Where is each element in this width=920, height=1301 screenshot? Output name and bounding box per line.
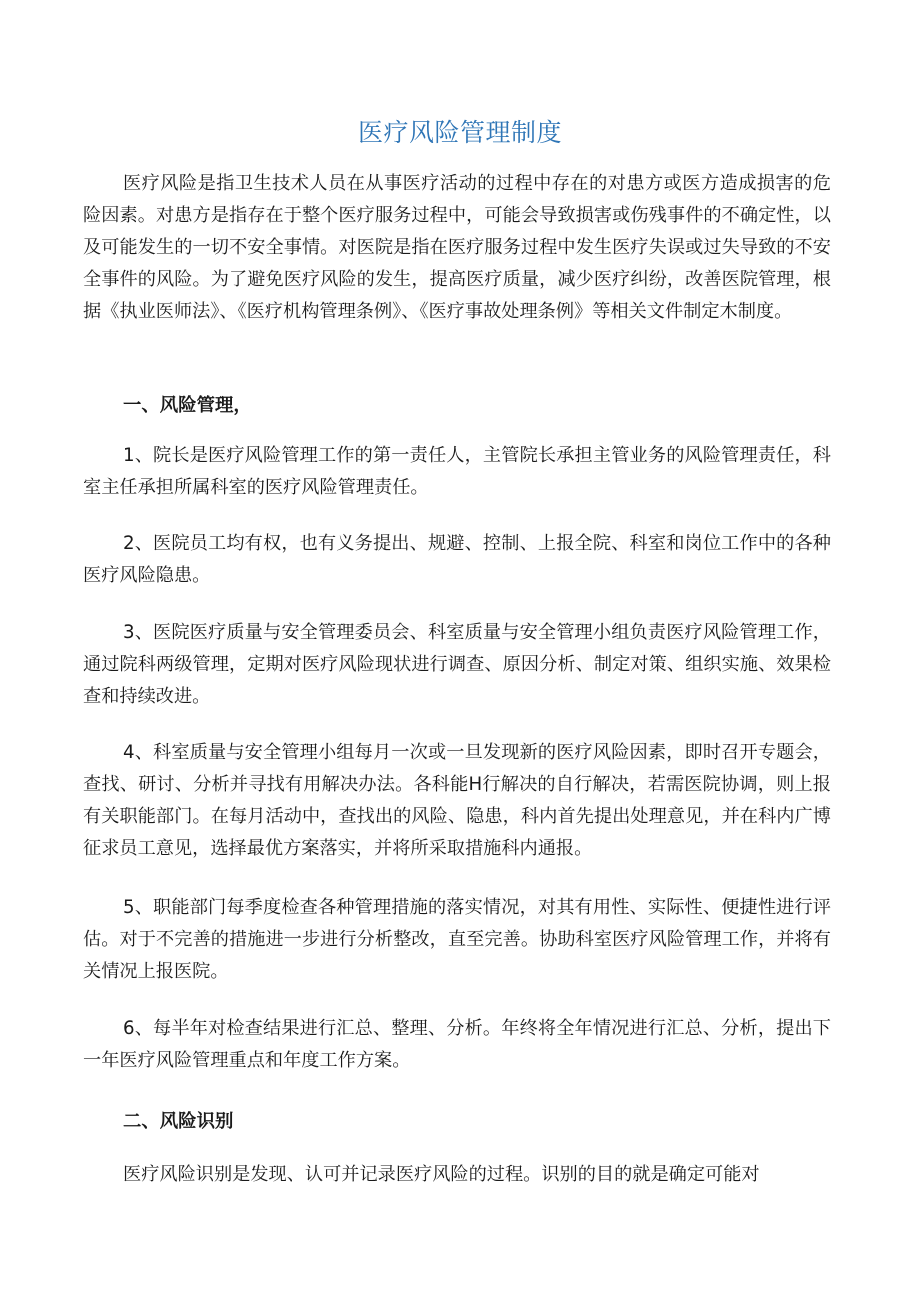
- list-item: 4、科室质量与安全管理小组每月一次或一旦发现新的医疗风险因素，即时召开专题会，查找、研讨、分析并寻找有用解决办法。各科能H行解决的自行解决，若需医院协调，则上报有关职能部门。在每月活动中，查找出的风险、隐患，科内首先提出处理意见，并在科内广博征求员工意见，选择最优方案落实，并将所采取措施科内通报。: [83, 742, 831, 859]
- section-heading-risk-identification: 二、风险识别: [123, 1111, 234, 1132]
- section2-intro-paragraph: 医疗风险识别是发现、认可并记录医疗风险的过程。识别的目的就是确定可能对: [123, 1164, 760, 1185]
- list-item: 3、医院医疗质量与安全管理委员会、科室质量与安全管理小组负责医疗风险管理工作，通过院科两级管理，定期对医疗风险现状进行调查、原因分析、制定对策、组织实施、效果检查和持续改进。: [83, 622, 831, 707]
- list-item: 5、职能部门每季度检查各种管理措施的落实情况，对其有用性、实际性、便捷性进行评估。对于不完善的措施进一步进行分析整改，直至完善。协助科室医疗风险管理工作，并将有关情况上报医院。: [83, 897, 831, 982]
- document-title: 医疗风险管理制度: [357, 118, 562, 147]
- section-heading-risk-management: 一、风险管理，: [123, 395, 252, 416]
- intro-paragraph: 医疗风险是指卫生技术人员在从事医疗活动的过程中存在的对患方或医方造成损害的危险因素。对患方是指存在于整个医疗服务过程中，可能会导致损害或伤残事件的不确定性，以及可能发生的一切不安全事情。对医院是指在医疗服务过程中发生医疗失误或过失导致的不安全事件的风险。为了避免医疗风险的发生，提高医疗质量，减少医疗纠纷，改善医院管理，根据《执业医师法》、《医疗机构管理条例》、《医疗事故处理条例》等相关文件制定木制度。: [83, 173, 831, 322]
- list-item: 1、院长是医疗风险管理工作的第一责任人，主管院长承担主管业务的风险管理责任，科室主任承担所属科室的医疗风险管理责任。: [83, 445, 831, 498]
- list-item: 2、医院员工均有权，也有义务提出、规避、控制、上报全院、科室和岗位工作中的各种医疗风险隐患。: [83, 533, 831, 586]
- list-item: 6、每半年对检查结果进行汇总、整理、分析。年终将全年情况进行汇总、分析，提出下一年医疗风险管理重点和年度工作方案。: [83, 1018, 831, 1071]
